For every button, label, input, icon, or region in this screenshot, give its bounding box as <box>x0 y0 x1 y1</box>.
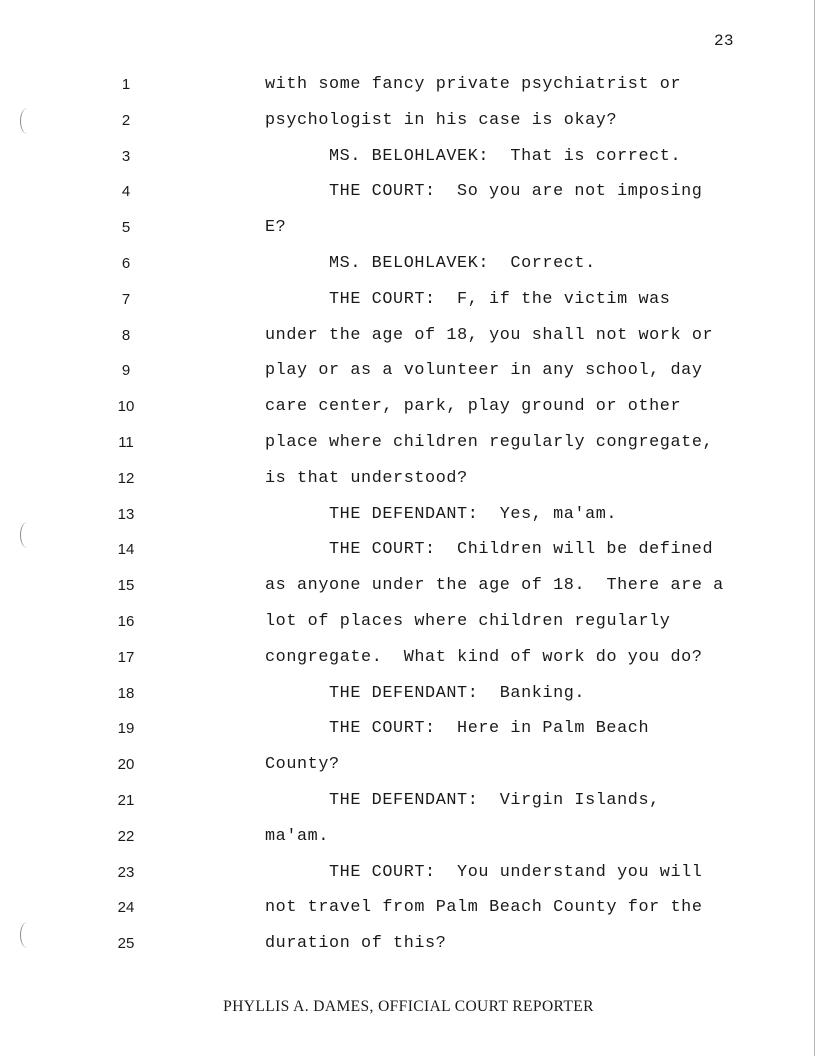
line-text: THE DEFENDANT: Banking. <box>329 683 586 703</box>
transcript-line <box>0 648 817 676</box>
line-number: 22 <box>117 827 135 845</box>
transcript-line <box>0 791 817 819</box>
line-text: not travel from Palm Beach County for the <box>265 898 703 918</box>
line-text: is that understood? <box>265 468 468 488</box>
transcript-line <box>0 612 817 640</box>
line-text: E? <box>265 218 287 238</box>
transcript-line <box>0 75 817 103</box>
transcript-line <box>0 111 817 139</box>
page-number: 23 <box>714 32 734 50</box>
transcript-line <box>0 182 817 210</box>
line-text: THE COURT: Here in Palm Beach <box>329 719 650 739</box>
line-number: 17 <box>117 648 135 666</box>
line-number: 5 <box>121 219 131 237</box>
line-text: with some fancy private psychiatrist or <box>265 75 682 94</box>
line-text: MS. BELOHLAVEK: That is correct. <box>329 146 682 166</box>
line-text: THE DEFENDANT: Virgin Islands, <box>329 791 660 810</box>
line-text: THE COURT: So you are not imposing <box>329 182 703 202</box>
transcript-line <box>0 934 817 962</box>
line-text: place where children regularly congregate, <box>265 433 714 452</box>
line-number: 20 <box>117 756 135 774</box>
transcript-line <box>0 254 817 282</box>
transcript-line <box>0 827 817 855</box>
line-number: 7 <box>121 290 131 308</box>
line-text: play or as a volunteer in any school, day <box>265 361 703 381</box>
transcript-line <box>0 290 817 318</box>
line-number: 14 <box>117 541 135 559</box>
transcript-line <box>0 361 817 389</box>
transcript-line <box>0 326 817 354</box>
line-text: lot of places where children regularly <box>265 612 671 631</box>
line-number: 15 <box>117 577 135 595</box>
transcript-line <box>0 147 817 175</box>
transcript-line <box>0 218 817 246</box>
transcript-line <box>0 397 817 425</box>
line-text: THE COURT: Children will be defined <box>329 540 714 560</box>
line-text: psychologist in his case is okay? <box>265 110 618 130</box>
line-number: 23 <box>117 863 135 881</box>
line-number: 16 <box>117 613 135 630</box>
line-text: County? <box>265 755 340 775</box>
line-number: 8 <box>121 326 131 344</box>
line-text: duration of this? <box>265 934 447 954</box>
line-text: under the age of 18, you shall not work or <box>265 325 714 345</box>
reporter-footer: PHYLLIS A. DAMES, OFFICIAL COURT REPORTER <box>223 998 594 1015</box>
transcript-line <box>0 863 817 891</box>
line-text: MS. BELOHLAVEK: Correct. <box>329 254 596 273</box>
line-text: THE COURT: F, if the victim was <box>329 289 671 309</box>
transcript-line <box>0 898 817 926</box>
line-number: 13 <box>117 505 135 523</box>
line-number: 1 <box>121 76 131 93</box>
transcript-line <box>0 719 817 747</box>
transcript-line <box>0 576 817 604</box>
line-text: ma'am. <box>265 826 330 846</box>
line-text: congregate. What kind of work do you do? <box>265 647 703 667</box>
line-number: 11 <box>118 434 134 451</box>
line-number: 2 <box>121 111 131 129</box>
line-number: 19 <box>117 720 135 738</box>
line-number: 25 <box>117 935 135 953</box>
line-number: 21 <box>117 792 135 809</box>
transcript-line <box>0 755 817 783</box>
line-number: 4 <box>121 183 131 201</box>
line-text: care center, park, play ground or other <box>265 397 682 417</box>
line-number: 24 <box>117 899 135 917</box>
line-number: 12 <box>117 469 135 487</box>
line-number: 18 <box>117 684 135 702</box>
binder-hole-mark <box>20 922 35 948</box>
line-text: as anyone under the age of 18. There are a <box>265 576 724 596</box>
binder-hole-mark <box>20 522 35 548</box>
line-number: 10 <box>117 398 135 416</box>
binder-hole-mark <box>20 108 35 134</box>
transcript-line <box>0 540 817 568</box>
transcript-line <box>0 433 817 461</box>
line-number: 6 <box>121 255 131 272</box>
line-text: THE DEFENDANT: Yes, ma'am. <box>329 504 618 524</box>
line-number: 9 <box>121 362 131 380</box>
line-number: 3 <box>121 147 131 165</box>
transcript-line <box>0 684 817 712</box>
transcript-line <box>0 469 817 497</box>
line-text: THE COURT: You understand you will <box>329 862 703 882</box>
transcript-line <box>0 505 817 533</box>
right-margin-rule <box>814 0 815 1056</box>
